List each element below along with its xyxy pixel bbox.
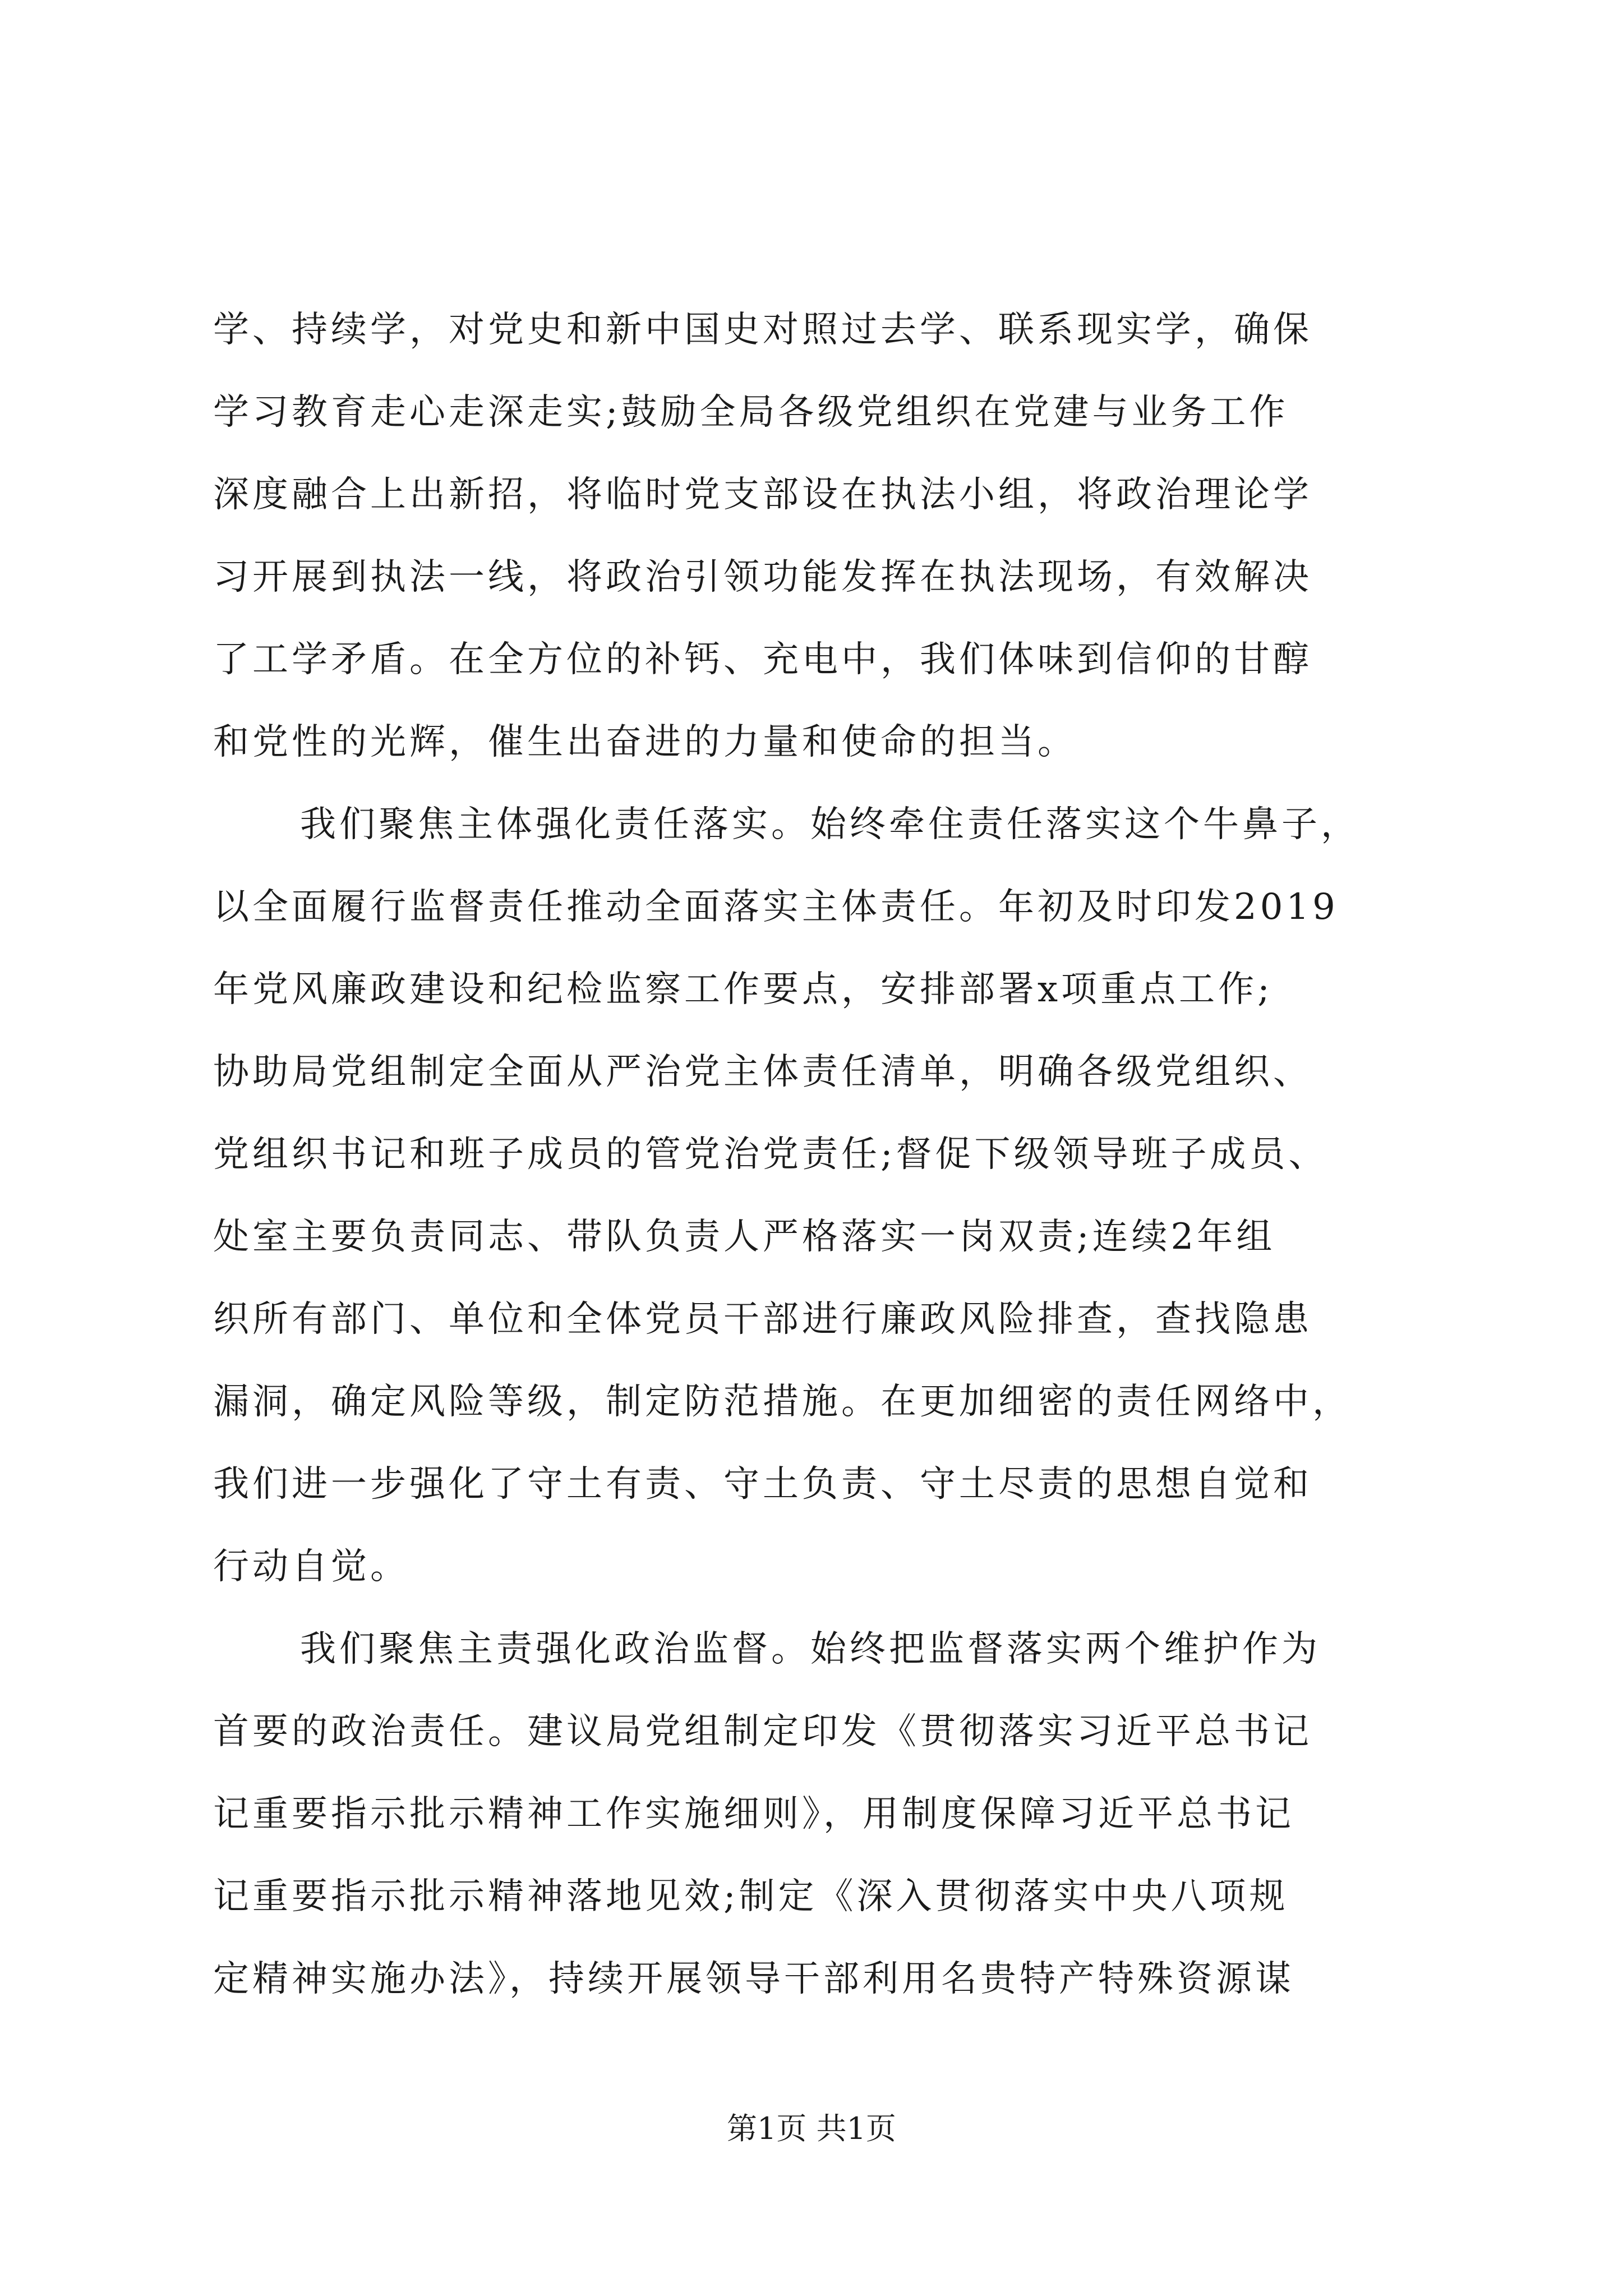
text-line: 记重要指示批示精神工作实施细则》，用制度保障习近平总书记	[213, 1793, 1294, 1835]
document-body	[213, 289, 1433, 2021]
page-number-label: 第1页 共1页	[727, 2111, 896, 2146]
text-line: 定精神实施办法》，持续开展领导干部利用名贵特产特殊资源谋	[213, 1958, 1294, 2000]
text-line: 学、持续学，对党史和新中国史对照过去学、联系现实学，确保	[213, 309, 1312, 351]
text-line: 协助局党组制定全面从严治党主体责任清单，明确各级党组织、	[213, 1051, 1312, 1093]
text-line: 了工学矛盾。在全方位的补钙、充电中，我们体味到信仰的甘醇	[213, 639, 1312, 680]
text-line: 行动自觉。	[213, 1546, 409, 1588]
text-line: 习开展到执法一线，将政治引领功能发挥在执法现场，有效解决	[213, 556, 1312, 598]
text-line: 和党性的光辉，催生出奋进的力量和使命的担当。	[213, 721, 1077, 763]
text-line: 我们进一步强化了守土有责、守土负责、守土尽责的思想自觉和	[213, 1464, 1312, 1505]
text-line: 以全面履行监督责任推动全面落实主体责任。年初及时印发2019	[213, 886, 1339, 928]
paragraph-first-line: 我们聚焦主体强化责任落实。始终牵住责任落实这个牛鼻子，	[300, 804, 1360, 845]
text-line: 学习教育走心走深走实;鼓励全局各级党组织在党建与业务工作	[213, 392, 1289, 433]
text-line: 首要的政治责任。建议局党组制定印发《贯彻落实习近平总书记	[213, 1711, 1312, 1752]
paragraph-first-line: 我们聚焦主责强化政治监督。始终把监督落实两个维护作为	[300, 1628, 1321, 1670]
text-line: 织所有部门、单位和全体党员干部进行廉政风险排查，查找隐患	[213, 1299, 1312, 1340]
page-footer	[0, 2109, 1623, 2148]
text-line: 处室主要负责同志、带队负责人严格落实一岗双责;连续2年组	[213, 1216, 1276, 1258]
text-line: 深度融合上出新招，将临时党支部设在执法小组，将政治理论学	[213, 474, 1312, 516]
text-line: 记重要指示批示精神落地见效;制定《深入贯彻落实中央八项规	[213, 1876, 1289, 1917]
text-line: 漏洞，确定风险等级，制定防范措施。在更加细密的责任网络中，	[213, 1381, 1352, 1423]
text-line: 党组织书记和班子成员的管党治党责任;督促下级领导班子成员、	[213, 1134, 1328, 1175]
text-line: 年党风廉政建设和纪检监察工作要点，安排部署x项重点工作;	[213, 969, 1273, 1010]
